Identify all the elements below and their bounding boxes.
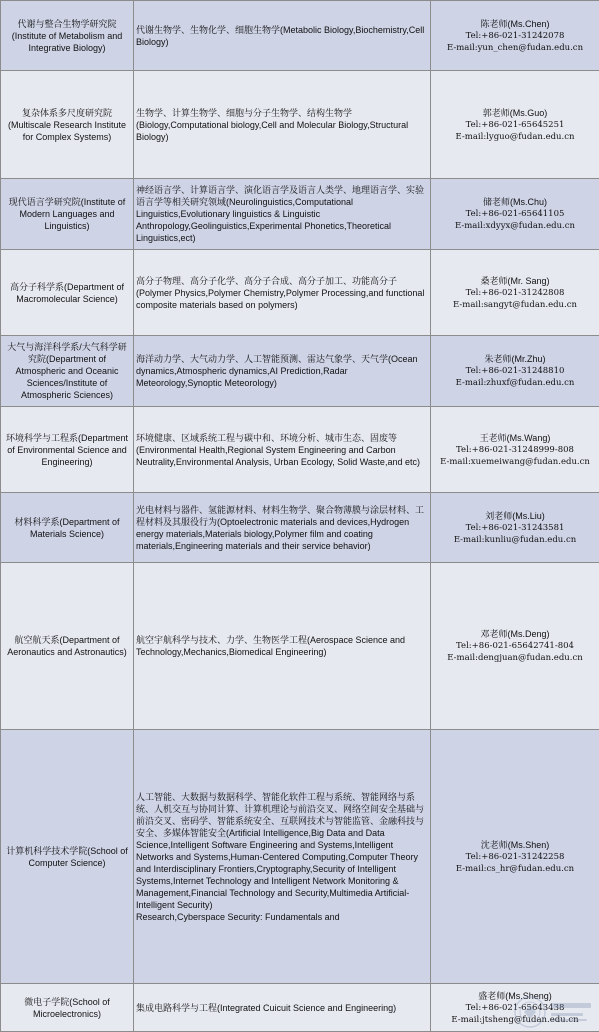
table-row bbox=[1, 250, 599, 336]
contact-cell bbox=[431, 563, 599, 730]
contact-phone: Tel:+86-021-31243581 bbox=[433, 522, 597, 534]
contact-cell bbox=[431, 336, 599, 407]
table-row bbox=[1, 1, 599, 71]
research-field-cell: 航空宇航科学与技术、力学、生物医学工程(Aerospace Science and Technology,Mechanics,Biomedical Engineering) bbox=[134, 563, 431, 730]
research-field-cell: 生物学、计算生物学、细胞与分子生物学、结构生物学(Biology,Computational biology,Cell and Molecular Biology,Structural Biology) bbox=[134, 71, 431, 179]
contact-name: 陈老师(Ms.Chen) bbox=[433, 18, 597, 30]
university-watermark-logo bbox=[513, 995, 597, 1029]
table-row bbox=[1, 730, 599, 984]
table-row bbox=[1, 407, 599, 493]
contact-name: 邓老师(Ms.Deng) bbox=[433, 628, 597, 640]
department-cell: 计算机科学技术学院(School of Computer Science) bbox=[1, 730, 134, 984]
research-field-cell: 高分子物理、高分子化学、高分子合成、高分子加工、功能高分子(Polymer Physics,Polymer Chemistry,Polymer Processing,and functional composite materials based on polymers) bbox=[134, 250, 431, 336]
contact-cell bbox=[431, 730, 599, 984]
contact-phone: Tel:+86-021-65641105 bbox=[433, 208, 597, 220]
contact-email[interactable]: E-mail:kunliu@fudan.edu.cn bbox=[433, 534, 597, 546]
contact-cell bbox=[431, 71, 599, 179]
contact-email[interactable]: E-mail:cs_hr@fudan.edu.cn bbox=[433, 863, 597, 875]
table-row bbox=[1, 179, 599, 250]
contact-phone: Tel:+86-021-31248999-808 bbox=[433, 444, 597, 456]
contact-name: 储老师(Ms.Chu) bbox=[433, 196, 597, 208]
contact-cell bbox=[431, 250, 599, 336]
contact-email[interactable]: E-mail:lyguo@fudan.edu.cn bbox=[433, 131, 597, 143]
department-cell: 代谢与整合生物学研究院(Institute of Metabolism and Integrative Biology) bbox=[1, 1, 134, 71]
contact-email[interactable]: E-mail:yun_chen@fudan.edu.cn bbox=[433, 42, 597, 54]
research-field-extra-line: Research,Cyberspace Security: Fundamentals and bbox=[136, 911, 428, 923]
contact-name: 刘老师(Ms.Liu) bbox=[433, 510, 597, 522]
research-field-cell: 代谢生物学、生物化学、细胞生物学(Metabolic Biology,Biochemistry,Cell Biology) bbox=[134, 1, 431, 71]
table-row bbox=[1, 563, 599, 730]
department-cell: 微电子学院(School of Microelectronics) bbox=[1, 984, 134, 1032]
contact-phone: Tel:+86-021-65642741-804 bbox=[433, 640, 597, 652]
contact-phone: Tel:+86-021-65643438 bbox=[433, 1002, 597, 1014]
department-cell: 环境科学与工程系(Department of Environmental Science and Engineering) bbox=[1, 407, 134, 493]
contact-email[interactable]: E-mail:sangyt@fudan.edu.cn bbox=[433, 299, 597, 311]
department-cell: 大气与海洋科学系/大气科学研究院(Department of Atmospheric and Oceanic Sciences/Institute of Atmospheric Sciences) bbox=[1, 336, 134, 407]
table-row bbox=[1, 71, 599, 179]
department-cell: 现代语言学研究院(Institute of Modern Languages and Linguistics) bbox=[1, 179, 134, 250]
contact-name: 沈老师(Ms.Shen) bbox=[433, 839, 597, 851]
contact-email[interactable]: E-mail:xdyyx@fudan.edu.cn bbox=[433, 220, 597, 232]
research-field-cell: 海洋动力学、大气动力学、人工智能预测、雷达气象学、天气学(Ocean dynamics,Atmospheric dynamics,AI Prediction,Radar Meteorology,Synoptic Meteorology) bbox=[134, 336, 431, 407]
contact-name: 郭老师(Ms.Guo) bbox=[433, 107, 597, 119]
contact-email[interactable]: E-mail:zhuxf@fudan.edu.cn bbox=[433, 377, 597, 389]
department-cell: 航空航天系(Department of Aeronautics and Astronautics) bbox=[1, 563, 134, 730]
research-field-cell bbox=[134, 730, 431, 984]
contact-phone: Tel:+86-021-31242808 bbox=[433, 287, 597, 299]
contact-phone: Tel:+86-021-65645251 bbox=[433, 119, 597, 131]
department-cell: 材料科学系(Department of Materials Science) bbox=[1, 493, 134, 563]
research-field-cell: 光电材料与器件、氢能源材料、材料生物学、聚合物薄膜与涂层材料、工程材料及其服役行为(Optoelectronic materials and devices,Hydrogen energy materials,Materials biology,Polymer film and coating materials,Engineering materials and their service behavior) bbox=[134, 493, 431, 563]
contact-email[interactable]: E-mail:dengjuan@fudan.edu.cn bbox=[433, 652, 597, 664]
contact-cell bbox=[431, 493, 599, 563]
research-field-cell: 环境健康、区域系统工程与碳中和、环境分析、城市生态、固废等(Environmental Health,Regional System Engineering and Carbon Neutrality,Environmental Analysis, Urban Ecology, Solid Waste,and etc) bbox=[134, 407, 431, 493]
contact-name: 王老师(Ms.Wang) bbox=[433, 432, 597, 444]
contact-cell bbox=[431, 407, 599, 493]
research-field-cell: 神经语言学、计算语言学、演化语言学及语言人类学、地理语言学、实验语言学等相关研究领域(Neurolinguistics,Computational Linguistics,Evolutionary linguistics & Linguistic Anthropology,Geolinguistics,Experimental Phonetics,Theoretical Linguistics,ect) bbox=[134, 179, 431, 250]
contact-phone: Tel:+86-021-31242078 bbox=[433, 30, 597, 42]
research-field-text: 人工智能、大数据与数据科学、智能化软件工程与系统、智能网络与系统、人机交互与协同计算、计算机理论与前沿交叉、网络空间安全基础与前沿交叉、密码学、智能系统安全、互联网技术与智能监管、金融科技与安全、多媒体智能安全(Artificial Intelligence,Big Data and Data Science,Intelligent Software Engineering and Systems,Intelligent Networks and Systems,Human-Centered Computing,Computer Theory and Interdisciplinary Frontiers,Cryptography,Security of Intelligent Systems,Internet Technology and Intelligent Network Monitoring & Management,Financial Technology and Security,Multimedia Artificial-Intelligent Security) bbox=[136, 792, 424, 910]
department-cell: 高分子科学系(Department of Macromolecular Science) bbox=[1, 250, 134, 336]
contact-phone: Tel:+86-021-31248810 bbox=[433, 365, 597, 377]
contact-cell bbox=[431, 1, 599, 71]
research-field-cell: 集成电路科学与工程(Integrated Cuicuit Science and Engineering) bbox=[134, 984, 431, 1032]
contact-email[interactable]: E-mail:jtsheng@fudan.edu.cn bbox=[433, 1014, 597, 1026]
table-row bbox=[1, 336, 599, 407]
contact-name: 朱老师(Mr.Zhu) bbox=[433, 353, 597, 365]
contact-email[interactable]: E-mail:xuemeiwang@fudan.edu.cn bbox=[433, 456, 597, 468]
contact-phone: Tel:+86-021-31242258 bbox=[433, 851, 597, 863]
department-cell: 复杂体系多尺度研究院(Multiscale Research Institute for Complex Systems) bbox=[1, 71, 134, 179]
contact-name: 盛老师(Ms.Sheng) bbox=[433, 990, 597, 1002]
contact-cell bbox=[431, 179, 599, 250]
contact-name: 桑老师(Mr. Sang) bbox=[433, 275, 597, 287]
table-row bbox=[1, 984, 599, 1032]
table-row bbox=[1, 493, 599, 563]
